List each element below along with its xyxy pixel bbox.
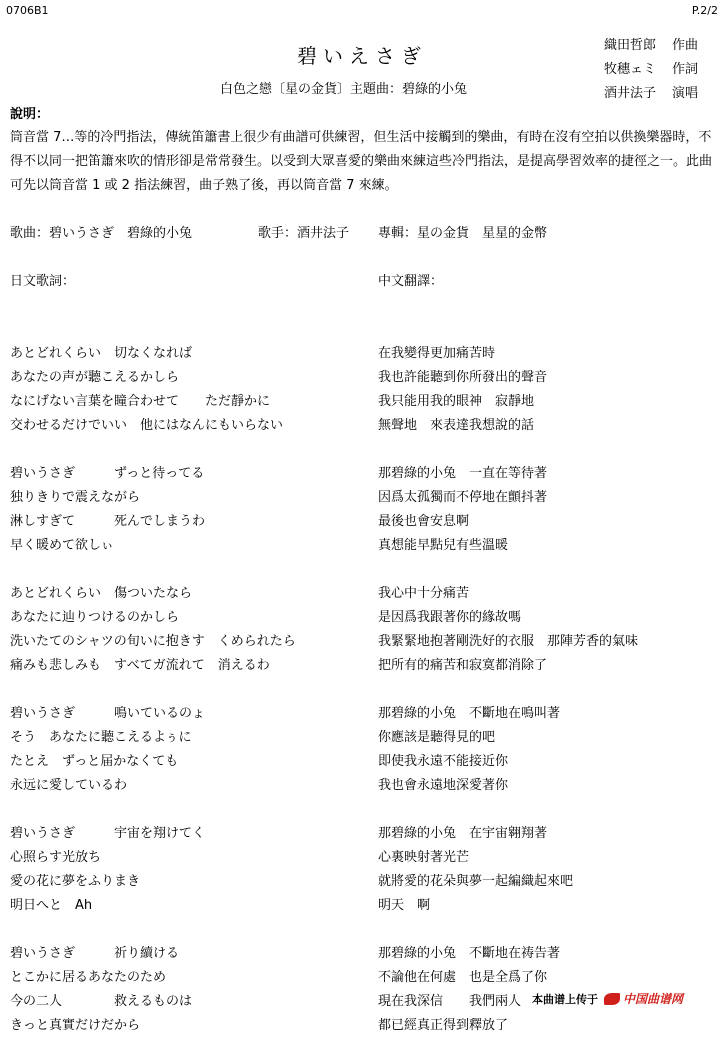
- jp-lyric-line: 碧いうさぎ ずっと待ってる: [10, 466, 205, 481]
- jp-lyric-line: なにげない言葉を瞳合わせて ただ靜かに: [10, 394, 271, 409]
- site-logo: [604, 990, 683, 1007]
- jp-lyric-line: 碧いうさぎ 宇宙を翔けてく: [10, 826, 206, 841]
- cn-lyric-line: 在我變得更加痛苦時: [378, 346, 496, 361]
- cn-lyric-line: 我心中十分痛苦: [378, 586, 470, 601]
- song-info: 歌曲：碧いうさぎ 碧綠的小兔: [10, 226, 193, 241]
- album-info: 專輯：星の金貨 星星的金幣: [378, 226, 548, 241]
- cn-lyric-line: 現在我深信 我們兩人: [378, 994, 522, 1009]
- japanese-lyrics-column: [10, 270, 296, 1038]
- cn-lyric-line: 你應該是聽得見的吧: [378, 730, 496, 745]
- page-title: 碧いえさぎ: [297, 44, 427, 68]
- description-label: 說明：: [10, 107, 50, 122]
- jp-lyric-line: 今の二人 救えるものは: [10, 994, 193, 1009]
- cn-lyric-line: 不論他在何處 也是全爲了你: [378, 970, 548, 985]
- cn-lyric-line: 我緊緊地抱著剛洗好的衣服 那陣芳香的氣味: [378, 634, 639, 649]
- cn-lyric-line: 都已經真正得到釋放了: [378, 1018, 509, 1033]
- jp-lyrics-heading: 日文歌詞：: [10, 274, 76, 289]
- jp-lyric-line: 早く暖めて欲しぃ: [10, 538, 114, 553]
- cn-lyric-line: 無聲地 來表達我想說的話: [378, 418, 535, 433]
- credit-lyricist: [604, 58, 698, 82]
- cn-lyric-line: 因爲太孤獨而不停地在顫抖著: [378, 490, 548, 505]
- credit-role: 演唱: [672, 86, 699, 101]
- jp-lyric-line: 淋しすぎて 死んでしまうわ: [10, 514, 206, 529]
- jp-lyric-line: あとどれくらい 傷ついたなら: [10, 586, 193, 601]
- cn-lyric-line: 心裏映射著光芒: [378, 850, 470, 865]
- credit-name: 酒井法子: [604, 86, 657, 101]
- cn-lyrics-heading: 中文翻譯：: [378, 274, 444, 289]
- jp-lyric-line: あなたに辿りつけるのかしら: [10, 610, 180, 625]
- page-number: P.2/2: [691, 4, 718, 17]
- credit-name: 牧穗ェミ: [604, 62, 657, 77]
- jp-lyric-line: 碧いうさぎ 祈り續ける: [10, 946, 180, 961]
- chinese-translation-column: [378, 270, 638, 1038]
- cn-lyric-line: 真想能早點兒有些溫暖: [378, 538, 509, 553]
- jp-lyric-line: 洗いたてのシャツの旬いに抱きす くめられたら: [10, 634, 296, 649]
- upload-footer: [532, 990, 683, 1007]
- upload-text: 本曲谱上传于: [532, 992, 598, 1006]
- credit-role: 作詞: [672, 62, 699, 77]
- cn-lyric-line: 明天 啊: [378, 898, 431, 913]
- cn-lyric-line: 那碧綠的小兔 不斷地在祷告著: [378, 946, 561, 961]
- page-subtitle: 白色之戀〔星の金貨〕主題曲：碧綠的小兔: [220, 82, 468, 97]
- cn-lyric-line: 我也許能聽到你所發出的聲音: [378, 370, 548, 385]
- jp-lyric-line: 交わせるだけでいい 他にはなんにもいらない: [10, 418, 284, 433]
- jp-lyric-line: きっと真實だけだから: [10, 1018, 141, 1033]
- credit-composer: [604, 34, 698, 58]
- credits: [604, 34, 698, 106]
- jp-lyric-line: 痛みも悲しみも すべてガ流れて 消えるわ: [10, 658, 270, 673]
- description-text: 筒音當 7…等的冷門指法，傳統笛簫書上很少有曲譜可供練習，但生活中接觸到的樂曲，有時在沒有空拍以供換樂器時，不得不以同一把笛簫來吹的情形卻是常常發生。以受到大眾喜愛的樂曲來練這些冷門指法，是提高學習效率的捷徑之一。此曲可先以筒音當 1 或 2 指法練習，曲子熟了後，再以筒音當 7 來練。: [10, 130, 713, 193]
- credit-role: 作曲: [672, 38, 699, 53]
- jp-lyric-line: そう あなたに聽こえるよぅに: [10, 730, 192, 745]
- jp-lyric-line: 明日へと Ah: [10, 898, 93, 913]
- document-code: 0706B1: [6, 4, 49, 17]
- logo-icon: [604, 993, 620, 1005]
- cn-lyric-line: 是因爲我跟著你的緣故嗎: [378, 610, 522, 625]
- cn-lyric-line: 即使我永遠不能接近你: [378, 754, 509, 769]
- cn-lyric-line: 那碧綠的小兔 不斷地在鳴叫著: [378, 706, 561, 721]
- cn-lyric-line: 我也會永遠地深愛著你: [378, 778, 509, 793]
- cn-lyric-line: 那碧綠的小兔 一直在等待著: [378, 466, 548, 481]
- credit-singer: [604, 82, 698, 106]
- cn-lyric-line: 我只能用我的眼神 寂靜地: [378, 394, 535, 409]
- jp-lyric-line: たとえ ずっと届かなくても: [10, 754, 179, 769]
- jp-lyric-line: 愛の花に夢をふりまき: [10, 874, 141, 889]
- jp-lyric-line: 碧いうさぎ 鳴いているのょ: [10, 706, 205, 721]
- cn-lyric-line: 最後也會安息啊: [378, 514, 470, 529]
- singer-info: 歌手：酒井法子: [258, 226, 350, 241]
- jp-lyric-line: 心照らす光放ち: [10, 850, 102, 865]
- logo-text: 中国曲谱网: [623, 992, 684, 1006]
- jp-lyric-line: とこかに居るあなたのため: [10, 970, 167, 985]
- cn-lyric-line: 那碧綠的小兔 在宇宙翱翔著: [378, 826, 548, 841]
- cn-lyric-line: 把所有的痛苦和寂寞都消除了: [378, 658, 548, 673]
- cn-lyric-line: 就將愛的花朵與夢一起編織起來吧: [378, 874, 574, 889]
- jp-lyric-line: 独りきりで震えながら: [10, 490, 141, 505]
- jp-lyric-line: あなたの声が聽こえるかしら: [10, 370, 180, 385]
- credit-name: 織田哲郎: [604, 38, 657, 53]
- jp-lyric-line: あとどれくらい 切なくなれば: [10, 346, 193, 361]
- jp-lyric-line: 永远に愛しているわ: [10, 778, 128, 793]
